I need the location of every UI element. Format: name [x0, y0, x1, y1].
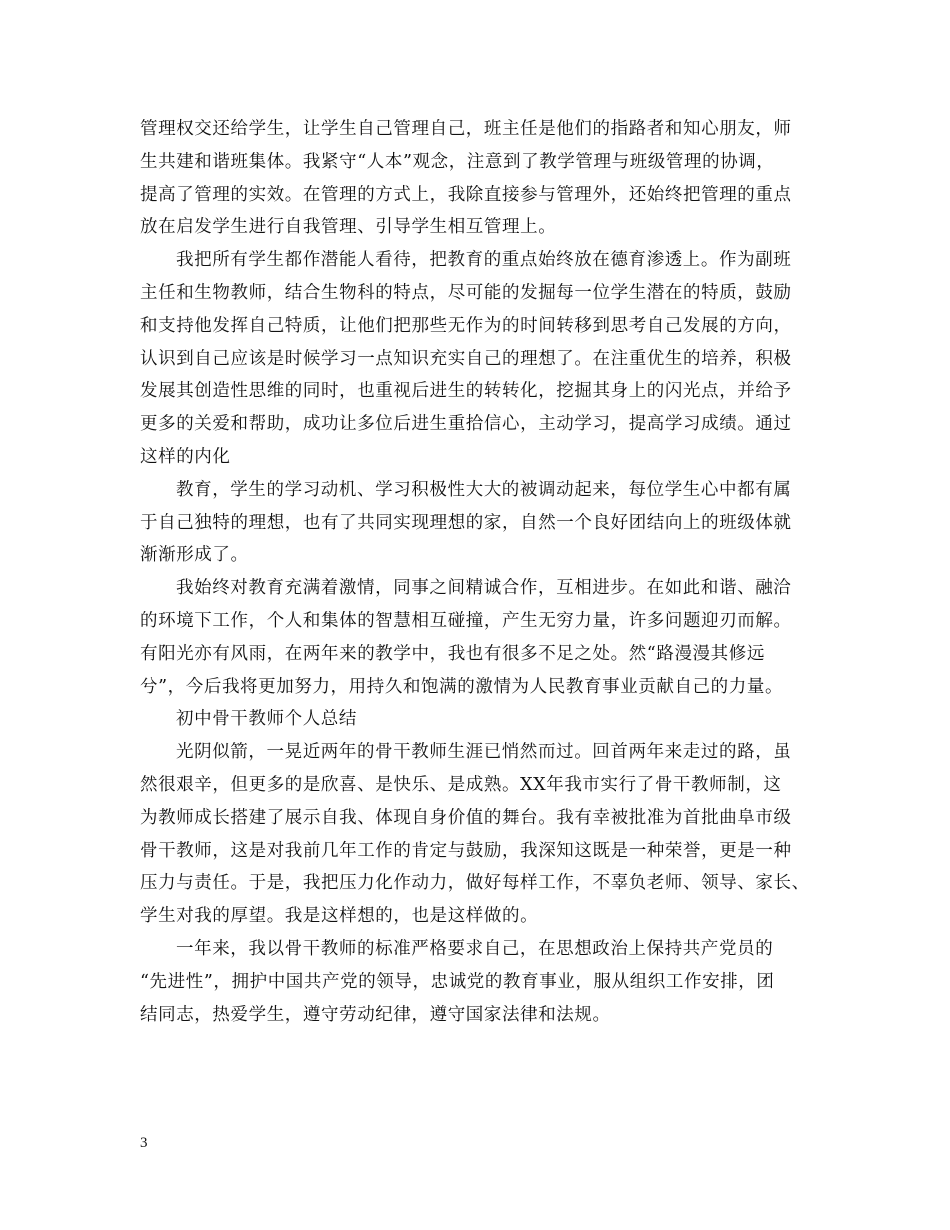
text-line: “先进性”，拥护中国共产党的领导，忠诚党的教育事业，服从组织工作安排，团	[140, 971, 775, 992]
text-line: 兮”，今后我将更加努力，用持久和饱满的激情为人民教育事业贡献自己的力量。	[140, 676, 784, 697]
text-line: 压力与责任。于是，我把压力化作动力，做好每样工作，不辜负老师、领导、家长、	[140, 873, 810, 894]
text-line: 骨干教师，这是对我前几年工作的肯定与鼓励，我深知这既是一种荣誉，更是一种	[140, 840, 792, 861]
text-line: 一年来，我以骨干教师的标准严格要求自己，在思想政治上保持共产党员的	[176, 938, 774, 959]
page-number: 3	[140, 1135, 148, 1151]
text-line: 我始终对教育充满着激情，同事之间精诚合作，互相进步。在如此和谐、融洽	[176, 578, 792, 599]
text-line: 管理权交还给学生，让学生自己管理自己，班主任是他们的指路者和知心朋友，师	[140, 119, 792, 139]
text-line: 生共建和谐班集体。我紧守“人本”观念，注意到了教学管理与班级管理的协调，	[140, 151, 775, 172]
text-line: 于自己独特的理想，也有了共同实现理想的家，自然一个良好团结向上的班级体就	[140, 512, 792, 533]
text-line: 放在启发学生进行自我管理、引导学生相互管理上。	[140, 217, 557, 238]
text-line: 我把所有学生都作潜能人看待，把教育的重点始终放在德育渗透上。作为副班	[176, 250, 792, 271]
text-line: 学生对我的厚望。我是这样想的，也是这样做的。	[140, 906, 539, 927]
text-line: 更多的关爱和帮助，成功让多位后进生重拾信心，主动学习，提高学习成绩。通过	[140, 414, 792, 435]
text-line: 认识到自己应该是时候学习一点知识充实自己的理想了。在注重优生的培养，积极	[140, 348, 792, 369]
text-line: 渐渐形成了。	[140, 545, 249, 566]
text-line: 有阳光亦有风雨，在两年来的教学中，我也有很多不足之处。然“路漫漫其修远	[140, 643, 765, 664]
text-line: 光阴似箭，一晃近两年的骨干教师生涯已悄然而过。回首两年来走过的路，虽	[176, 742, 792, 763]
text-line: 初中骨干教师个人总结	[176, 709, 357, 730]
text-line: 的环境下工作，个人和集体的智慧相互碰撞，产生无穷力量，许多问题迎刃而解。	[140, 610, 792, 631]
text-line: 教育，学生的学习动机、学习积极性大大的被调动起来，每位学生心中都有属	[176, 479, 792, 500]
document-body	[140, 113, 830, 1031]
text-line: 这样的内化	[140, 446, 231, 467]
text-line: 和支持他发挥自己特质，让他们把那些无作为的时间转移到思考自己发展的方向，	[140, 315, 792, 336]
text-line: 结同志，热爱学生，遵守劳动纪律，遵守国家法律和法规。	[140, 1004, 611, 1025]
text-line: 为教师成长搭建了展示自我、体现自身价值的舞台。我有幸被批准为首批曲阜市级	[140, 807, 792, 828]
text-line: 主任和生物教师，结合生物科的特点，尽可能的发掘每一位学生潜在的特质，鼓励	[140, 282, 792, 303]
text-line: 提高了管理的实效。在管理的方式上，我除直接参与管理外，还始终把管理的重点	[140, 184, 792, 205]
text-line: 发展其创造性思维的同时，也重视后进生的转转化，挖掘其身上的闪光点，并给予	[140, 381, 792, 402]
text-line: 然很艰辛，但更多的是欣喜、是快乐、是成熟。XX年我市实行了骨干教师制，这	[140, 774, 782, 795]
